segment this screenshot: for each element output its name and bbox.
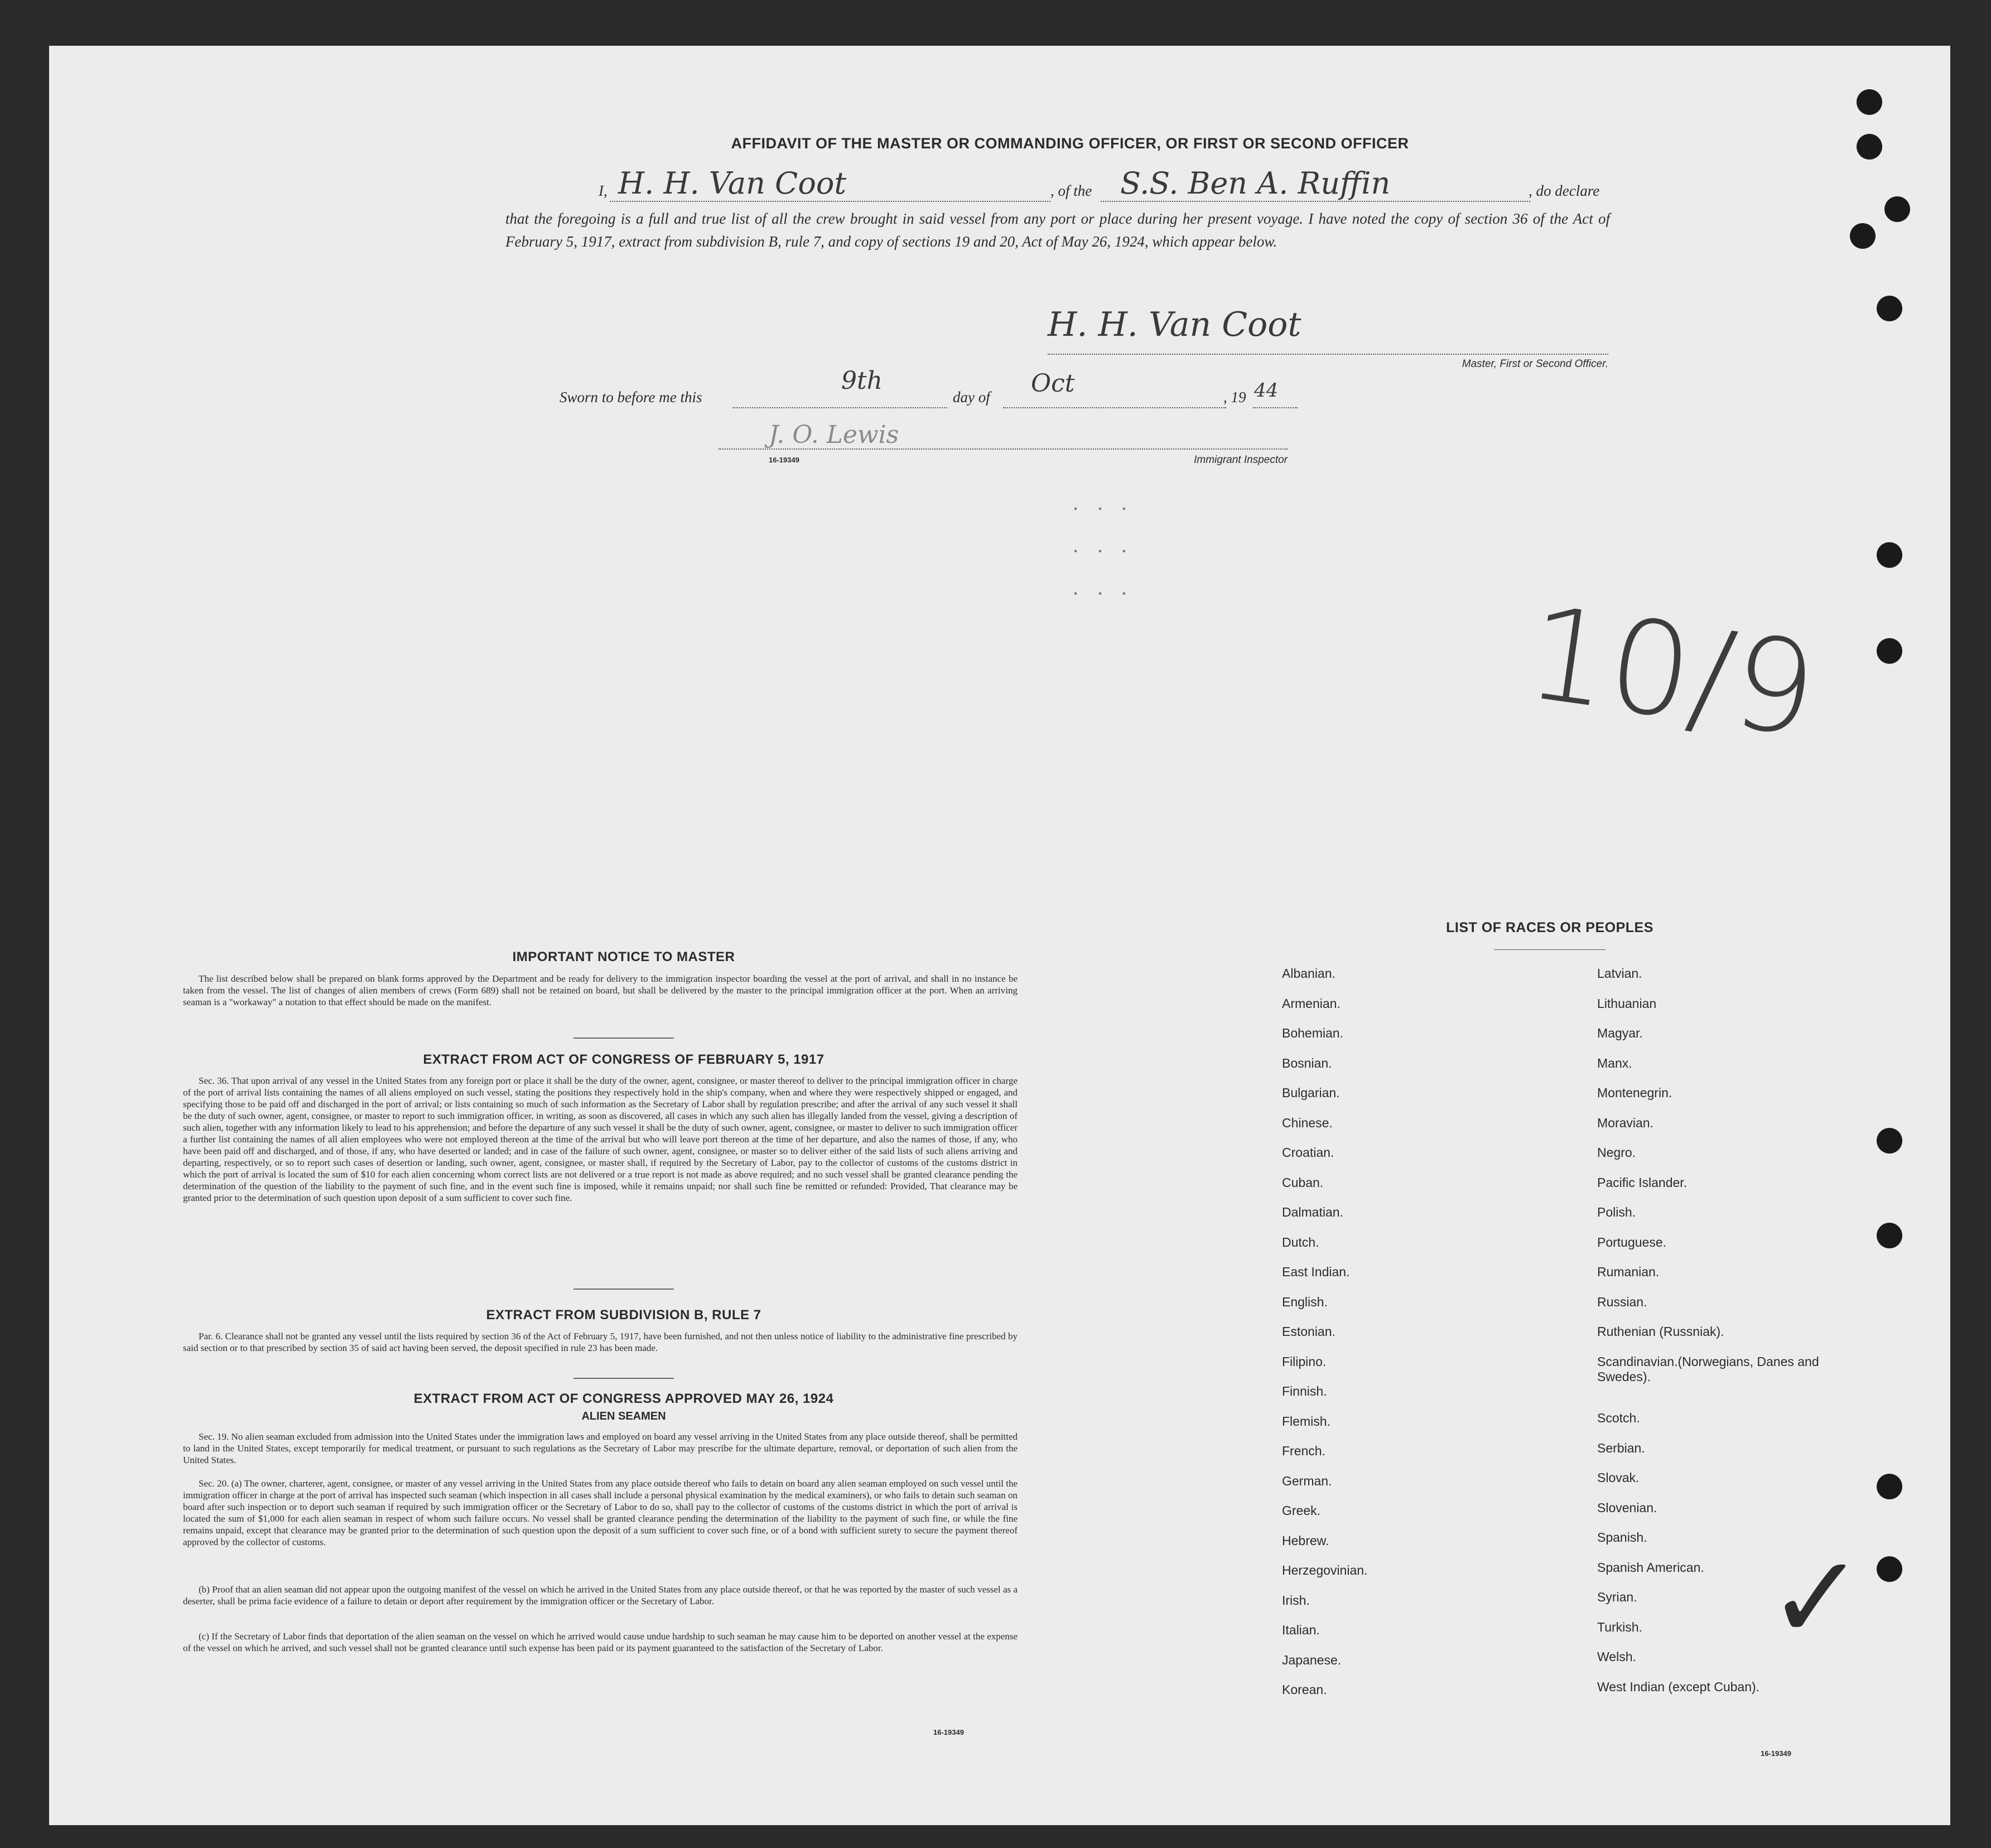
punch-hole: [1877, 296, 1902, 321]
race-item: Slovak.: [1597, 1470, 1640, 1485]
race-item: Chinese.: [1282, 1115, 1333, 1130]
extract-1924-title: EXTRACT FROM ACT OF CONGRESS APPROVED MAY 26, 1924: [413, 1391, 834, 1406]
race-item: Hebrew.: [1282, 1533, 1329, 1548]
race-item: East Indian.: [1282, 1265, 1350, 1279]
extract-1924-sec20a: Sec. 20. (a) The owner, charterer, agent, consignee, or master of any vessel arriving in the United States from any place outside thereof who fails to detain on board any alien seaman employed on such vessel until the immigration officer in charge at the port of arrival has inspected such seaman (which inspection in all cases shall include a personal physical examination by the medical examiners), or who fails to detain such seaman on board after such inspection or to deport such seaman if required by such immigration officer or the Secretary of Labor to do so, shall pay to the collector of customs of the customs district in which the port of arrival is located the sum of $1,000 for each alien seaman in respect of whom such failure occurs. No vessel shall be granted clearance pending the determination of the liability to the payment of such fine, or while the fine remains unpaid, except that clearance may be granted prior to the determination of such question upon the deposit of a sum sufficient to cover such fine, or of a bond with sufficient surety to secure the payment thereof approved by the collector of customs.: [183, 1478, 1018, 1547]
faint-dot: [1123, 508, 1125, 510]
race-item: Syrian.: [1597, 1590, 1637, 1605]
race-item: Japanese.: [1282, 1652, 1342, 1667]
affidavit-body: that the foregoing is a full and true list of all the crew brought in said vessel from any port or place during her present voyage. I have noted the copy of section 36 of the Act of February 5, 1917, extract from subdivision B, rule 7, and copy of sections 19 and 20, Act of May 26, 1924, which appear below.: [505, 210, 1610, 250]
affidavit-i-label: I,: [599, 182, 608, 199]
extract-1924-sec20b: (b) Proof that an alien seaman did not appear upon the outgoing manifest of the vessel on which he arrived in the United States from any place outside thereof, or that he was reported by the master of such vessel as a deserter, shall be prima facie evidence of a failure to detain or deport after requirement by the immigration officer or the Secretary of Labor.: [183, 1584, 1018, 1606]
race-item: Albanian.: [1282, 966, 1336, 981]
race-item: Estonian.: [1282, 1324, 1336, 1339]
affidavit-declare-label: , do declare: [1529, 182, 1600, 199]
race-item: Serbian.: [1597, 1440, 1645, 1455]
vessel-name-line: [1101, 201, 1530, 202]
race-item: Slovenian.: [1597, 1500, 1657, 1515]
section-divider: [573, 1289, 674, 1290]
race-item: Herzegovinian.: [1282, 1563, 1368, 1577]
race-item: Finnish.: [1282, 1384, 1327, 1398]
race-item: Rumanian.: [1597, 1265, 1660, 1279]
faint-dot: [1099, 592, 1101, 595]
race-item: English.: [1282, 1294, 1328, 1309]
race-item: Italian.: [1282, 1623, 1320, 1637]
race-item: Filipino.: [1282, 1354, 1327, 1369]
race-item: Bosnian.: [1282, 1055, 1332, 1070]
check-mark-handwritten: ✓: [1767, 1529, 1865, 1666]
race-item: Latvian.: [1597, 966, 1642, 981]
sworn-month-line: [1003, 407, 1226, 408]
sworn-label: Sworn to before me this: [560, 389, 702, 406]
faint-dot: [1123, 592, 1125, 595]
race-item: Dalmatian.: [1282, 1205, 1343, 1219]
faint-dot: [1099, 508, 1101, 510]
extract-1924-sec19: Sec. 19. No alien seaman excluded from admission into the United States under the immigration laws and employed on board any vessel arriving in the United States from any place outside thereof, shall be permitted to land in the United States, except temporarily for medical treatment, or pursuant to such regulations as the Secretary of Labor may prescribe for the ultimate departure, removal, or deportation of such alien from the United States.: [183, 1431, 1018, 1465]
inspector-signature: J. O. Lewis: [769, 421, 899, 449]
margin-note-handwritten: 10/9: [1518, 578, 1825, 766]
races-title: LIST OF RACES OR PEOPLES: [1446, 920, 1653, 935]
punch-hole: [1857, 134, 1882, 160]
signature-caption: Master, First or Second Officer.: [1462, 358, 1608, 370]
race-item: Turkish.: [1597, 1619, 1642, 1634]
extract-rule7-title: EXTRACT FROM SUBDIVISION B, RULE 7: [486, 1307, 761, 1323]
race-item: Korean.: [1282, 1682, 1327, 1697]
section-divider: [573, 1378, 674, 1379]
extract-1917-text: Sec. 36. That upon arrival of any vessel in the United States from any foreign port or place it shall be the duty of the owner, agent, consignee, or master thereof to deliver to the principal immigration officer in charge of the port of arrival lists containing the names of all aliens employed on such vessel, stating the positions they respectively hold in the ship's company, when and where they were respectively shipped or engaged, and specifying those to be paid off and discharged in the port of arrival; or lists containing so much of such information as the Secretary of Labor shall by regulation prescribe; and after the arrival of any such vessel it shall be the duty of such owner, agent, consignee, or master to report to such immigration officer, in writing, as soon as discovered, all cases in which any such alien has illegally landed from the vessel, giving a description of such alien, together with any information likely to lead to his apprehension; and before the departure of any such vessel it shall be the duty of such owner, agent, consignee, or master to deliver to such immigration officer a further list containing the names of all alien employees who were not employed thereon at the time of the arrival but who will leave port thereon at the time of her departure, and also the names of those, if any, who have been paid off and discharged, and of those, if any, who have deserted or landed; and in case of the failure of such owner, agent, consignee, or master so to deliver either of the said lists of such aliens arriving and departing, respectively, or so to report such cases of desertion or landing, such owner, agent, consignee, or master shall, if required by the Secretary of Labor, pay to the collector of customs of the customs district in which the port of arrival is located the sum of $10 for each alien concerning whom correct lists are not delivered or a true report is not made as above required; and no such vessel shall be granted clearance pending the determination of the question of the liability to the payment of such fine, and in the event such fine is imposed, while it remains unpaid; nor shall such fine be remitted or refunded: Provided, That clearance may be granted prior to the determination of such question upon deposit of a sum sufficient to cover such fine.: [183, 1075, 1018, 1203]
race-item: Spanish American.: [1597, 1560, 1704, 1575]
extract-1924-subtitle: ALIEN SEAMEN: [581, 1410, 666, 1422]
race-item: Irish.: [1282, 1593, 1310, 1608]
faint-dot: [1074, 508, 1077, 510]
notice-text: The list described below shall be prepared on blank forms approved by the Department and be ready for delivery to the immigration inspector boarding the vessel at the port of arrival, and shall in no instance be taken from the vessel. The list of changes of alien members of crews (Form 689) shall not be retained on board, but shall be delivered by the master to the principal immigration officer at the port. When an arriving seaman is a "workaway" a notation to that effect should be made on the manifest.: [183, 973, 1018, 1007]
punch-hole: [1877, 638, 1902, 664]
race-item: Welsh.: [1597, 1649, 1636, 1664]
punch-hole: [1850, 223, 1876, 249]
race-item: Negro.: [1597, 1145, 1636, 1160]
year-suffix-handwritten: 44: [1254, 379, 1279, 402]
inspector-caption: Immigrant Inspector: [1194, 454, 1288, 466]
day-of-label: day of: [953, 389, 990, 406]
extract-1917-title: EXTRACT FROM ACT OF CONGRESS OF FEBRUARY 5, 1917: [423, 1052, 825, 1067]
race-item: German.: [1282, 1473, 1332, 1488]
races-form-number: 16-19349: [1761, 1749, 1791, 1758]
affidavit-of-the-label: , of the: [1050, 182, 1092, 199]
race-item: French.: [1282, 1444, 1325, 1458]
extract-rule7-text: Par. 6. Clearance shall not be granted any vessel until the lists required by section 36 of the Act of February 5, 1917, have been furnished, and not then unless notice of liability to the administrative fine prescribed by said section or to that prescribed by section 35 of said act having been served, the deposit specified in rule 23 has been made.: [183, 1331, 1018, 1353]
race-item: Cuban.: [1282, 1175, 1324, 1190]
section-divider: [573, 1038, 674, 1039]
punch-hole: [1877, 1128, 1902, 1154]
race-item: Montenegrin.: [1597, 1085, 1672, 1100]
sworn-month-handwritten: Oct: [1031, 369, 1075, 398]
race-item: Scotch.: [1597, 1411, 1640, 1426]
master-name-line: [610, 201, 1050, 202]
faint-dot: [1099, 550, 1101, 552]
punch-hole: [1877, 542, 1902, 568]
races-title-underline: [1494, 949, 1606, 950]
crew-list-page: [49, 46, 1950, 1825]
race-item: West Indian (except Cuban).: [1597, 1679, 1760, 1694]
punch-hole: [1877, 1223, 1902, 1248]
notice-title: IMPORTANT NOTICE TO MASTER: [512, 949, 735, 964]
race-item: Bulgarian.: [1282, 1085, 1340, 1100]
race-item: Portuguese.: [1597, 1234, 1667, 1249]
race-item: Armenian.: [1282, 996, 1341, 1011]
master-signature: H. H. Van Coot: [1048, 305, 1301, 344]
race-item: Ruthenian (Russniak).: [1597, 1324, 1724, 1339]
race-item: Scandinavian.(Norwegians, Danes and Swedes).: [1597, 1354, 1819, 1384]
race-item: Croatian.: [1282, 1145, 1334, 1160]
signature-line: [1048, 354, 1608, 355]
race-item: Polish.: [1597, 1205, 1636, 1219]
race-item: Moravian.: [1597, 1115, 1653, 1130]
faint-dot: [1123, 550, 1125, 552]
race-item: Spanish.: [1597, 1530, 1647, 1545]
race-item: Bohemian.: [1282, 1026, 1343, 1040]
sworn-day-handwritten: 9th: [841, 366, 883, 395]
punch-hole: [1877, 1556, 1902, 1582]
punch-hole: [1884, 196, 1910, 222]
year-prefix: , 19: [1223, 389, 1246, 406]
race-item: Manx.: [1597, 1055, 1632, 1070]
race-item: Magyar.: [1597, 1026, 1643, 1040]
affidavit-form-number: 16-19349: [769, 456, 799, 464]
extract-form-number: 16-19349: [933, 1728, 964, 1736]
punch-hole: [1857, 89, 1882, 115]
year-line: [1253, 407, 1298, 408]
race-item: Dutch.: [1282, 1234, 1319, 1249]
race-item: Lithuanian: [1597, 996, 1657, 1011]
race-item: Greek.: [1282, 1503, 1321, 1518]
race-item: Pacific Islander.: [1597, 1175, 1688, 1190]
extract-1924-sec20c: (c) If the Secretary of Labor finds that deportation of the alien seaman on the vessel on which he arrived would cause undue hardship to such seaman he may cause him to be deported on another vessel at the expense of the vessel on which he arrived, and such vessel shall not be granted clearance until such expense has been paid or its payment guaranteed to the satisfaction of the Secretary of Labor.: [183, 1631, 1018, 1653]
punch-hole: [1877, 1474, 1902, 1499]
affidavit-title: AFFIDAVIT OF THE MASTER OR COMMANDING OFFICER, OR FIRST OR SECOND OFFICER: [731, 135, 1409, 152]
faint-dot: [1074, 550, 1077, 552]
vessel-name-handwritten: S.S. Ben A. Ruffin: [1120, 166, 1391, 201]
faint-dot: [1074, 592, 1077, 595]
master-name-handwritten: H. H. Van Coot: [618, 166, 847, 201]
race-item: Russian.: [1597, 1294, 1647, 1309]
race-item: Flemish.: [1282, 1413, 1330, 1429]
sworn-day-line: [732, 407, 947, 408]
inspector-line: [719, 448, 1288, 450]
